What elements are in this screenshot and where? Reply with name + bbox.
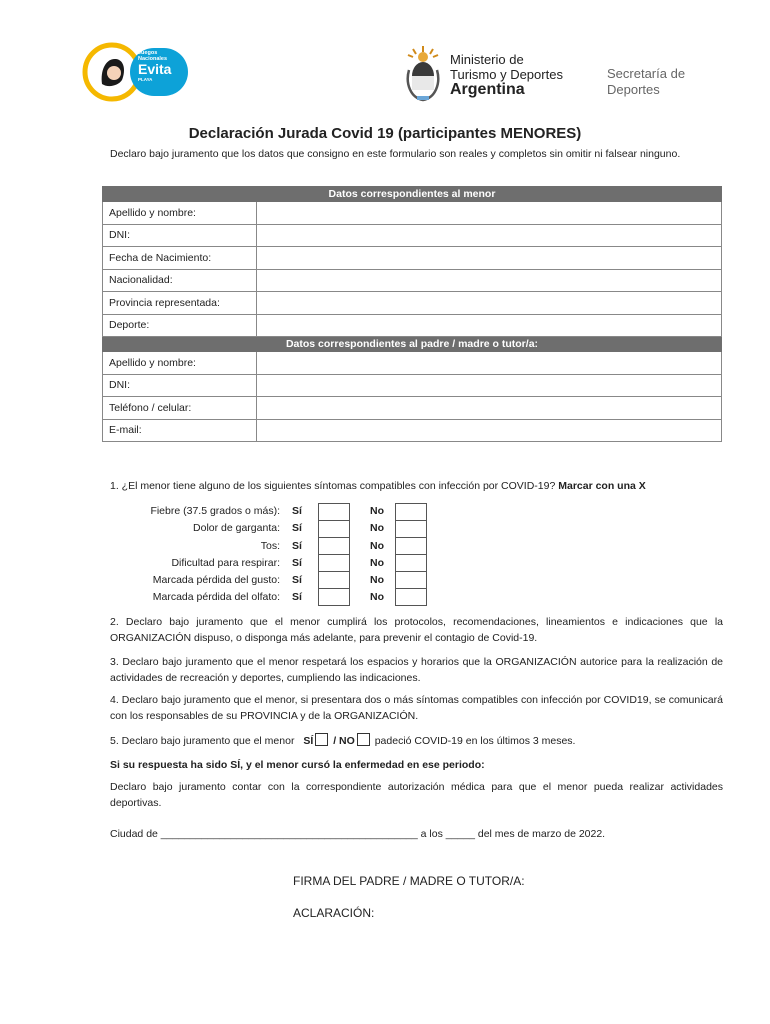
symptom-no-checkbox[interactable] xyxy=(395,520,427,538)
symptom-yes-checkbox[interactable] xyxy=(318,503,350,521)
ciudad-line: Ciudad de ____________________________________________ a los _____ del mes de marzo de 2022. xyxy=(110,828,606,840)
si-label: Sí xyxy=(292,540,302,552)
no-label: No xyxy=(370,505,384,517)
aclaracion-label: ACLARACIÓN: xyxy=(293,906,375,920)
signature-label: FIRMA DEL PADRE / MADRE O TUTOR/A: xyxy=(293,874,525,888)
field-label: Apellido y nombre: xyxy=(103,352,257,375)
si-label: Sí xyxy=(292,591,302,603)
no-option-label: / NO xyxy=(333,735,355,747)
field-label: DNI: xyxy=(103,224,257,247)
secretaria-title xyxy=(607,66,685,98)
field-label: Provincia representada: xyxy=(103,292,257,315)
paragraph-5-start: 5. Declaro bajo juramento que el menor xyxy=(110,735,295,747)
ministerio-line: Ministerio de xyxy=(450,52,524,67)
paragraph-5-end: padeció COVID-19 en los últimos 3 meses. xyxy=(374,735,576,747)
symptom-yes-checkbox[interactable] xyxy=(318,537,350,555)
field-input-nacionalidad[interactable] xyxy=(257,269,722,292)
secretaria-line: Deportes xyxy=(607,82,660,97)
symptom-no-checkbox[interactable] xyxy=(395,537,427,555)
no-checkbox[interactable] xyxy=(357,733,370,746)
symptom-label: Marcada pérdida del olfato: xyxy=(152,591,280,603)
field-input-guardian-apellido[interactable] xyxy=(257,352,722,375)
ministerio-line: Argentina xyxy=(450,81,525,98)
field-label: Deporte: xyxy=(103,314,257,337)
no-label: No xyxy=(370,574,384,586)
symptom-yes-checkbox[interactable] xyxy=(318,520,350,538)
si-label: Sí xyxy=(292,557,302,569)
si-label: Sí xyxy=(292,522,302,534)
si-checkbox[interactable] xyxy=(315,733,328,746)
guardian-section-header: Datos correspondientes al padre / madre o tutor/a: xyxy=(103,337,722,352)
no-label: No xyxy=(370,522,384,534)
si-label: Sí xyxy=(292,574,302,586)
evita-logo-line: Evita xyxy=(138,61,172,77)
field-input-apellido[interactable] xyxy=(257,202,722,225)
field-input-provincia[interactable] xyxy=(257,292,722,315)
symptom-no-checkbox[interactable] xyxy=(395,588,427,606)
symptom-label: Dolor de garganta: xyxy=(193,522,280,534)
field-label: DNI: xyxy=(103,374,257,397)
field-label: E-mail: xyxy=(103,419,257,442)
field-label: Apellido y nombre: xyxy=(103,202,257,225)
no-label: No xyxy=(370,540,384,552)
field-label: Nacionalidad: xyxy=(103,269,257,292)
symptom-label: Marcada pérdida del gusto: xyxy=(152,574,280,586)
field-label: Teléfono / celular: xyxy=(103,397,257,420)
evita-logo xyxy=(82,42,192,102)
symptom-no-checkbox[interactable] xyxy=(395,571,427,589)
symptom-label: Tos: xyxy=(260,540,280,552)
field-input-guardian-email[interactable] xyxy=(257,419,722,442)
field-input-fecha-nacimiento[interactable] xyxy=(257,247,722,270)
symptom-yes-checkbox[interactable] xyxy=(318,571,350,589)
si-option-label: SÍ xyxy=(303,735,314,747)
paragraph-6: Si su respuesta ha sido SÍ, y el menor cursó la enfermedad en ese periodo: xyxy=(110,759,485,771)
minor-section-header: Datos correspondientes al menor xyxy=(103,187,722,202)
field-label: Fecha de Nacimiento: xyxy=(103,247,257,270)
symptom-yes-checkbox[interactable] xyxy=(318,588,350,606)
symptom-label: Fiebre (37.5 grados o más): xyxy=(150,505,280,517)
question-1 xyxy=(110,480,646,492)
field-input-deporte[interactable] xyxy=(257,314,722,337)
intro-paragraph: Declaro bajo juramento que los datos que consigno en este formulario son reales y completos sin omitir ni falsear ninguno. xyxy=(110,148,681,160)
evita-logo-line: PLAYA xyxy=(138,77,153,82)
document-title: Declaración Jurada Covid 19 (participantes MENORES) xyxy=(188,125,582,142)
no-label: No xyxy=(370,557,384,569)
ministerio-title xyxy=(450,52,563,97)
no-label: No xyxy=(370,591,384,603)
evita-logo-line: Juegos xyxy=(138,50,158,56)
paragraph-2: 2. Declaro bajo juramento que el menor cumplirá los protocolos, recomendaciones, lineamientos e indicaciones que la ORGANIZACIÓN dispuso, o disponga más adelante, para prevenir el contagio de Covid-19. xyxy=(110,616,723,644)
field-input-guardian-dni[interactable] xyxy=(257,374,722,397)
paragraph-4: 4. Declaro bajo juramento que el menor, si presentara dos o más síntomas compatibles con infección por COVID19, se comunicará con los responsables de su PROVINCIA y de la ORGANIZACIÓN. xyxy=(110,694,723,722)
argentina-emblem-icon xyxy=(405,44,441,104)
symptom-no-checkbox[interactable] xyxy=(395,503,427,521)
evita-logo-line: Nacionales xyxy=(138,56,168,62)
paragraph-3: 3. Declaro bajo juramento que el menor respetará los espacios y horarios que la ORGANIZACIÓN autorice para la realización de actividades de recreación y deportes, cumpliendo las indicaciones. xyxy=(110,656,723,684)
secretaria-line: Secretaría de xyxy=(607,66,686,81)
field-input-guardian-telefono[interactable] xyxy=(257,397,722,420)
paragraph-5 xyxy=(110,733,723,749)
symptom-label: Dificultad para respirar: xyxy=(171,557,280,569)
ministerio-line: Turismo y Deportes xyxy=(450,67,563,82)
question-1-instruction: Marcar con una X xyxy=(558,480,646,492)
symptom-yes-checkbox[interactable] xyxy=(318,554,350,572)
symptom-no-checkbox[interactable] xyxy=(395,554,427,572)
field-input-dni[interactable] xyxy=(257,224,722,247)
si-label: Sí xyxy=(292,505,302,517)
question-1-text: 1. ¿El menor tiene alguno de los siguientes síntomas compatibles con infección por COVID-19? xyxy=(110,480,559,492)
paragraph-7: Declaro bajo juramento contar con la correspondiente autorización médica para que el menor pueda realizar actividades deportivas. xyxy=(110,781,723,809)
minor-data-table xyxy=(102,186,722,442)
